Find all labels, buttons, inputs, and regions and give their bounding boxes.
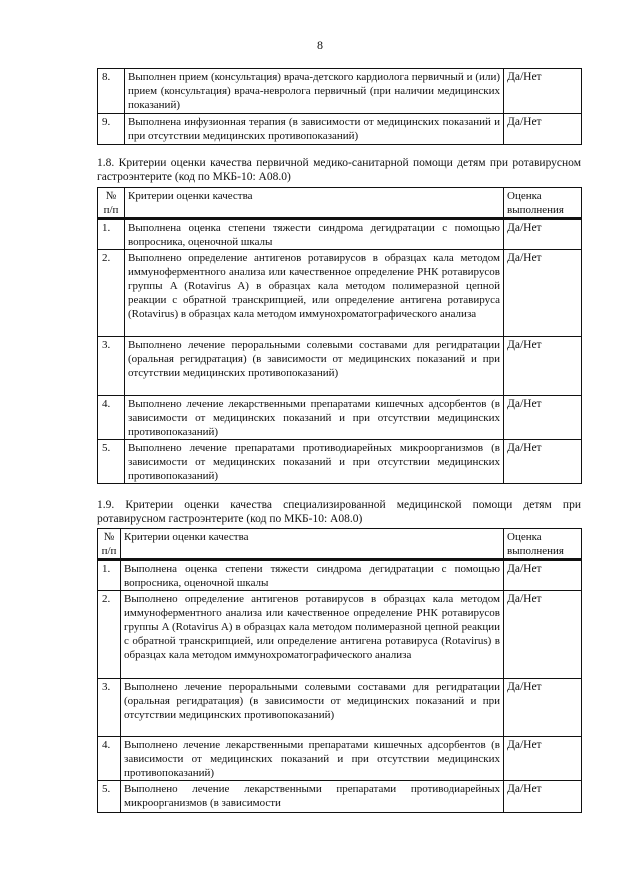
table-row xyxy=(98,560,582,591)
header-num: № п/п xyxy=(98,188,125,219)
row-number: 1. xyxy=(98,219,125,250)
criterion-text: Выполнено лечение препаратами противодиарейных микроорганизмов (в зависимости от медицинских показаний и при отсутствии медицинских противопоказаний) xyxy=(125,440,504,484)
row-number: 5. xyxy=(98,781,121,813)
table-row xyxy=(98,114,582,145)
criterion-text: Выполнено лечение пероральными солевыми составами для регидратации (оральная регидратация) (в зависимости от медицинских показаний и при отсутствии медицинских противопоказаний) xyxy=(125,337,504,396)
table-row xyxy=(98,250,582,337)
result-value: Да/Нет xyxy=(504,591,582,679)
table-row xyxy=(98,737,582,781)
table-row xyxy=(98,219,582,250)
row-number: 1. xyxy=(98,560,121,591)
criterion-text: Выполнена инфузионная терапия (в зависимости от медицинских показаний и при отсутствии медицинских противопоказаний) xyxy=(125,114,504,145)
table-row xyxy=(98,591,582,679)
criterion-text: Выполнено лечение лекарственными препаратами кишечных адсорбентов (в зависимости от медицинских показаний и при отсутствии медицинских противопоказаний) xyxy=(121,737,504,781)
row-number: 5. xyxy=(98,440,125,484)
table-row xyxy=(98,69,582,114)
row-number: 9. xyxy=(98,114,125,145)
row-number: 2. xyxy=(98,250,125,337)
table-header-row xyxy=(98,188,582,219)
result-value: Да/Нет xyxy=(504,560,582,591)
criterion-text: Выполнена оценка степени тяжести синдрома дегидратации с помощью вопросника, оценочной шкалы xyxy=(121,560,504,591)
row-number: 3. xyxy=(98,337,125,396)
header-criteria: Критерии оценки качества xyxy=(121,529,504,560)
result-value: Да/Нет xyxy=(504,219,582,250)
result-value: Да/Нет xyxy=(504,679,582,737)
row-number: 2. xyxy=(98,591,121,679)
result-value: Да/Нет xyxy=(504,781,582,813)
result-value: Да/Нет xyxy=(504,337,582,396)
section-heading-1-9: 1.9. Критерии оценки качества специализированной медицинской помощи детям при ротавирусном гастроэнтерите (код по МКБ-10: А08.0) xyxy=(97,499,581,525)
result-value: Да/Нет xyxy=(504,396,582,440)
criteria-table-1-8 xyxy=(97,187,582,484)
criterion-text: Выполнено определение антигенов ротавирусов в образцах кала методом иммуноферментного анализа или качественное определение РНК ротавирусов группы A (Rotavirus A) в образцах кала методом полимеразной цепной реакции с обратной транскрипцией, или определение антигена ротавируса (Rotavirus) в образцах кала методом иммунохроматографического анализа xyxy=(121,591,504,679)
criterion-text: Выполнено лечение лекарственными препаратами кишечных адсорбентов (в зависимости от медицинских показаний и при отсутствии медицинских противопоказаний) xyxy=(125,396,504,440)
page-number: 8 xyxy=(317,38,323,52)
row-number: 3. xyxy=(98,679,121,737)
table-row xyxy=(98,440,582,484)
table-row xyxy=(98,679,582,737)
header-result: Оценка выполнения xyxy=(504,188,582,219)
section-heading-1-8: 1.8. Критерии оценки качества первичной медико-санитарной помощи детям при ротавирусном гастроэнтерите (код по МКБ-10: А08.0) xyxy=(97,157,581,183)
table-row xyxy=(98,337,582,396)
table-row xyxy=(98,396,582,440)
result-value: Да/Нет xyxy=(504,69,582,114)
row-number: 8. xyxy=(98,69,125,114)
criterion-text: Выполнен прием (консультация) врача-детского кардиолога первичный и (или) прием (консультация) врача-невролога первичный (при наличии медицинских показаний) xyxy=(125,69,504,114)
header-criteria: Критерии оценки качества xyxy=(125,188,504,219)
table-row xyxy=(98,781,582,813)
criterion-text: Выполнена оценка степени тяжести синдрома дегидратации с помощью вопросника, оценочной шкалы xyxy=(125,219,504,250)
table-header-row xyxy=(98,529,582,560)
criterion-text: Выполнено лечение лекарственными препаратами противодиарейных микроорганизмов (в зависимости xyxy=(121,781,504,813)
result-value: Да/Нет xyxy=(504,440,582,484)
result-value: Да/Нет xyxy=(504,250,582,337)
result-value: Да/Нет xyxy=(504,114,582,145)
row-number: 4. xyxy=(98,396,125,440)
criterion-text: Выполнено определение антигенов ротавирусов в образцах кала методом иммуноферментного анализа или качественное определение РНК ротавирусов группы A (Rotavirus A) в образцах кала методом полимеразной цепной реакции с обратной транскрипцией, или определение антигена ротавируса (Rotavirus) в образцах кала методом иммунохроматографического анализа xyxy=(125,250,504,337)
header-result: Оценка выполнения xyxy=(504,529,582,560)
criteria-table-continued xyxy=(97,68,582,145)
row-number: 4. xyxy=(98,737,121,781)
criteria-table-1-9 xyxy=(97,528,582,813)
result-value: Да/Нет xyxy=(504,737,582,781)
header-num: № п/п xyxy=(98,529,121,560)
criterion-text: Выполнено лечение пероральными солевыми составами для регидратации (оральная регидратация) (в зависимости от медицинских показаний и при отсутствии медицинских противопоказаний) xyxy=(121,679,504,737)
